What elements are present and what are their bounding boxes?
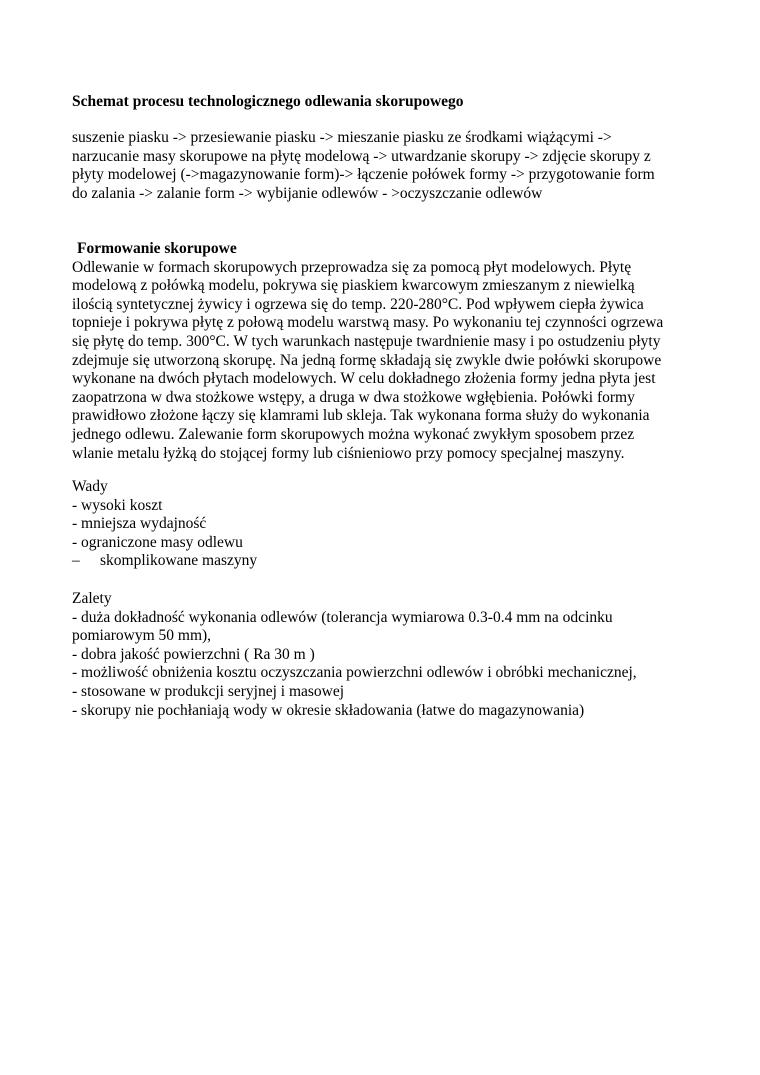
list-item: - ograniczone masy odlewu	[72, 533, 243, 551]
section-line: prawidłowo złożone łączy się klamrami lub skleja. Tak wykonana forma służy do wykonania	[72, 407, 650, 425]
wady-list	[72, 497, 692, 571]
wady-label: Wady	[72, 478, 108, 495]
section-line: wykonane na dwóch płytach modelowych. W celu dokładnego złożenia formy jedna płyta jest	[72, 370, 656, 388]
section-title: Formowanie skorupowe	[77, 240, 237, 257]
list-item-line: - duża dokładność wykonania odlewów (tolerancja wymiarowa 0.3-0.4 mm na odcinku	[72, 608, 613, 626]
list-item: - wysoki koszt	[72, 496, 163, 514]
wady-section	[72, 478, 692, 571]
section-line: wlanie metalu łyżką do stojącej formy lub ciśnieniowo przy pomocy specjalnej maszyny.	[72, 444, 625, 462]
list-item	[72, 609, 692, 646]
zalety-label: Zalety	[72, 590, 112, 607]
section-line: jednego odlewu. Zalewanie form skorupowych można wykonać zwykłym sposobem przez	[72, 425, 635, 443]
list-item: - mniejsza wydajność	[72, 515, 207, 533]
list-item-line: pomiarowym 50 mm),	[72, 627, 212, 645]
list-item: - skorupy nie pochłaniają wody w okresie składowania (łatwe do magazynowania)	[72, 701, 585, 719]
process-line: do zalania -> zalanie form -> wybijanie odlewów - >oczyszczanie odlewów	[72, 184, 543, 202]
list-item-text: skomplikowane maszyny	[100, 552, 258, 570]
section-line: Odlewanie w formach skorupowych przeprowadza się za pomocą płyt modelowych. Płytę	[72, 258, 632, 276]
section-line: ilością syntetycznej żywicy i ogrzewa się do temp. 220-280°C. Pod wpływem ciepła żywica	[72, 295, 644, 313]
title-block	[72, 93, 692, 112]
list-item: - stosowane w produkcji seryjnej i masowej	[72, 682, 345, 700]
process-line: suszenie piasku -> przesiewanie piasku -> mieszanie piasku ze środkami wiążącymi ->	[72, 129, 612, 146]
zalety-list	[72, 609, 692, 721]
list-item-indented	[72, 552, 692, 571]
document-title: Schemat procesu technologicznego odlewania skorupowego	[72, 93, 464, 110]
section-line: modelową z połówką modelu, pokrywa się piaskiem kwarcowym zmieszanym z niewielką	[72, 277, 635, 295]
list-item: - możliwość obniżenia kosztu oczyszczania powierzchni odlewów i obróbki mechanicznej,	[72, 664, 637, 682]
list-item: - dobra jakość powierzchni ( Ra 30 m )	[72, 645, 315, 663]
section-line: topnieje i pokrywa płytę z połową modelu warstwą masy. Po wykonaniu tej czynności ogrzewa	[72, 314, 664, 332]
process-line: narzucanie masy skorupowe na płytę modelową -> utwardzanie skorupy -> zdjęcie skorupy z	[72, 147, 651, 165]
process-paragraph	[72, 129, 692, 203]
process-line: płyty modelowej (->magazynowanie form)-> łączenie połówek formy -> przygotowanie form	[72, 166, 655, 184]
zalety-section	[72, 590, 692, 720]
section-formowanie	[72, 240, 692, 463]
section-line: zdejmuje się utworzoną skorupę. Na jedną formę składają się zwykle dwie połówki skorupowe	[72, 351, 662, 369]
section-line: zaopatrzona w dwa stożkowe wstępy, a druga w dwa stożkowe wgłębienia. Połówki formy	[72, 388, 635, 406]
section-line: się płytę do temp. 300°C. W tych warunkach następuje twardnienie masy i po ostudzeniu płyty	[72, 332, 661, 350]
dash-bullet: –	[72, 552, 80, 570]
